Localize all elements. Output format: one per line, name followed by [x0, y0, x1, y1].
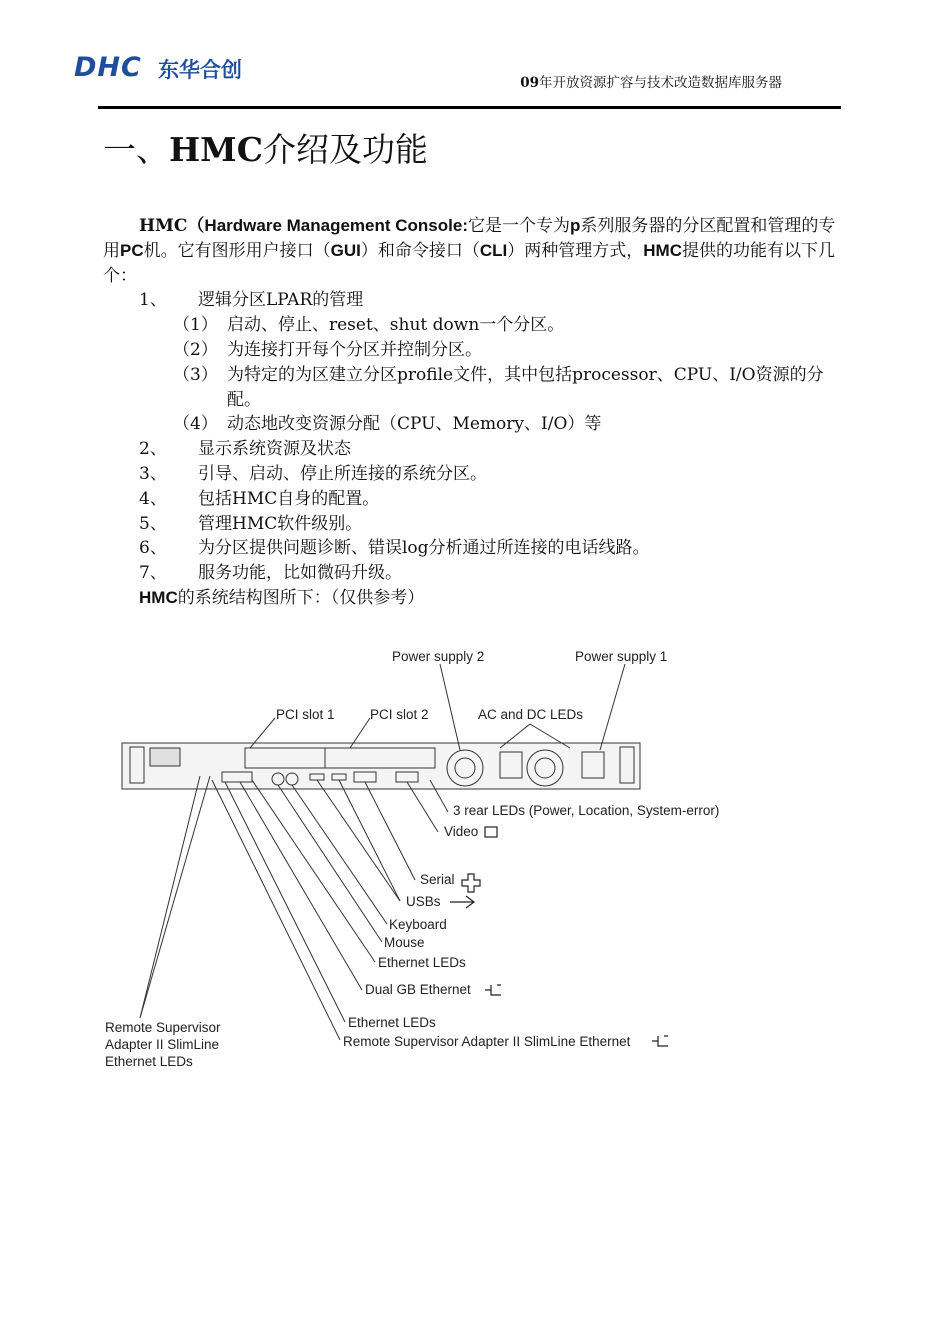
- list-number: 4、: [139, 488, 167, 509]
- list-text: 引导、启动、停止所连接的系统分区。: [198, 463, 487, 484]
- intro-text-e: ）两种管理方式，: [507, 240, 644, 261]
- leader-ethernet-leds-2: [225, 782, 345, 1022]
- intro-text-d: ）和命令接口（: [360, 240, 480, 261]
- list-subitem: [103, 313, 843, 338]
- label-rsa-leds-line3: Ethernet LEDs: [105, 1054, 193, 1069]
- list-item: [103, 437, 843, 462]
- section-heading: [103, 124, 428, 171]
- list-number: 7、: [139, 563, 167, 584]
- chassis-outline: [122, 743, 640, 789]
- list-text: 为特定的为区建立分区profile文件，其中包括processor、CPU、I/O资源的分配。: [227, 364, 824, 410]
- leader-power-1: [600, 664, 625, 750]
- list-number: 2、: [139, 439, 167, 460]
- list-text: 包括HMC自身的配置。: [198, 488, 380, 509]
- leader-rsa-ethernet: [212, 780, 340, 1040]
- label-power-supply-1: Power supply 1: [575, 649, 668, 664]
- list-number: 3、: [139, 463, 167, 484]
- diagram-svg: [100, 640, 740, 1070]
- list-number: 1、: [139, 290, 167, 311]
- label-rsa-leds-line2: Adapter II SlimLine: [105, 1037, 220, 1052]
- list-item: [103, 536, 843, 561]
- list-number: 5、: [139, 513, 167, 534]
- label-ethernet-leds-1: Ethernet LEDs: [378, 955, 466, 970]
- label-rsa-leds-line1: Remote Supervisor: [105, 1020, 221, 1035]
- list-text: 服务功能，比如微码升级。: [198, 563, 402, 584]
- intro-cli: CLI: [479, 240, 508, 260]
- heading-prefix: 一、: [103, 130, 169, 169]
- heading-bold: HMC: [169, 130, 263, 169]
- leader-dual-gb: [240, 782, 362, 990]
- video-icon: [485, 827, 497, 837]
- body-text: [103, 214, 843, 611]
- leader-keyboard: [292, 785, 387, 924]
- header-title-rest: 年开放资源扩容与技术改造数据库服务器: [539, 75, 782, 91]
- label-pci-slot-1: PCI slot 1: [276, 707, 335, 722]
- intro-paragraph: [103, 214, 843, 288]
- hmc-rear-diagram: [100, 640, 740, 1070]
- header-year: 09: [520, 75, 539, 91]
- intro-text-c: 机。它有图形用户接口（: [143, 240, 331, 261]
- list-number: （4）: [173, 414, 218, 435]
- label-pci-slot-2: PCI slot 2: [370, 707, 429, 722]
- list-item: [103, 512, 843, 537]
- vent-grill: [150, 748, 180, 766]
- leader-serial: [365, 782, 415, 880]
- list-item: [103, 288, 843, 313]
- tail-text: 的系统结构图所下：（仅供参考）: [177, 587, 425, 608]
- list-text: 管理HMC软件级别。: [198, 513, 363, 534]
- rsa-ethernet-icon: [652, 1036, 668, 1046]
- intro-hmc: HMC（: [139, 216, 205, 236]
- label-mouse: Mouse: [384, 935, 425, 950]
- heading-rest: 介绍及功能: [262, 130, 428, 169]
- list-text: 启动、停止、reset、shut down一个分区。: [227, 315, 565, 336]
- intro-pc: PC: [120, 240, 144, 260]
- list-number: 6、: [139, 538, 167, 559]
- list-text: 显示系统资源及状态: [198, 439, 351, 460]
- label-power-supply-2: Power supply 2: [392, 649, 485, 664]
- label-dual-gb-ethernet: Dual GB Ethernet: [365, 982, 471, 997]
- company-logo: [74, 48, 249, 90]
- leader-ethernet-leds-1: [252, 780, 375, 962]
- list-item: [103, 462, 843, 487]
- document-header-title: [520, 71, 782, 91]
- header-divider: [98, 106, 841, 109]
- label-ac-dc-leds: AC and DC LEDs: [478, 707, 584, 722]
- label-usbs: USBs: [406, 894, 441, 909]
- label-rsa-ethernet: Remote Supervisor Adapter II SlimLine Ethernet: [343, 1034, 631, 1049]
- tail-hmc: HMC: [139, 587, 178, 607]
- list-text: 逻辑分区LPAR的管理: [198, 290, 364, 311]
- diagram-intro: [103, 586, 843, 611]
- intro-text-b: 系列服务器的分区配置和管理的专用: [103, 216, 836, 261]
- label-keyboard: Keyboard: [389, 917, 447, 932]
- list-subitem: [103, 412, 843, 437]
- ethernet-icon: [485, 985, 501, 995]
- intro-text-a: 它是一个专为: [467, 216, 570, 236]
- list-subitem: [103, 363, 843, 413]
- leader-usbs-1: [339, 780, 400, 901]
- list-item: [103, 487, 843, 512]
- intro-gui: GUI: [330, 240, 361, 260]
- label-rear-leds: 3 rear LEDs (Power, Location, System-error): [453, 803, 720, 818]
- intro-hmc-full: Hardware Management Console:: [204, 216, 468, 235]
- label-ethernet-leds-2: Ethernet LEDs: [348, 1015, 436, 1030]
- logo-text: DHC: [74, 52, 142, 83]
- list-number: （3）: [173, 364, 218, 385]
- logo-cn-text: 东华合创: [158, 58, 242, 82]
- intro-text-f: 提供的功能有以下几个：: [103, 240, 835, 286]
- list-text: 为连接打开每个分区并控制分区。: [227, 339, 482, 360]
- usb-icon: [450, 896, 474, 908]
- serial-icon: [462, 874, 480, 892]
- list-subitem: [103, 338, 843, 363]
- intro-p: p: [569, 216, 581, 235]
- list-number: （2）: [173, 339, 218, 360]
- list-text: 为分区提供问题诊断、错误log分析通过所连接的电话线路。: [198, 538, 650, 559]
- label-serial: Serial: [420, 872, 455, 887]
- leader-rsa-leds-2: [140, 776, 200, 1018]
- list-item: [103, 561, 843, 586]
- leader-power-2: [440, 664, 460, 750]
- list-number: （1）: [173, 315, 218, 336]
- leader-rsa-leds-1: [140, 776, 210, 1018]
- list-text: 动态地改变资源分配（CPU、Memory、I/O）等: [227, 414, 602, 435]
- intro-hmc-2: HMC: [643, 240, 682, 260]
- label-video: Video: [444, 824, 479, 839]
